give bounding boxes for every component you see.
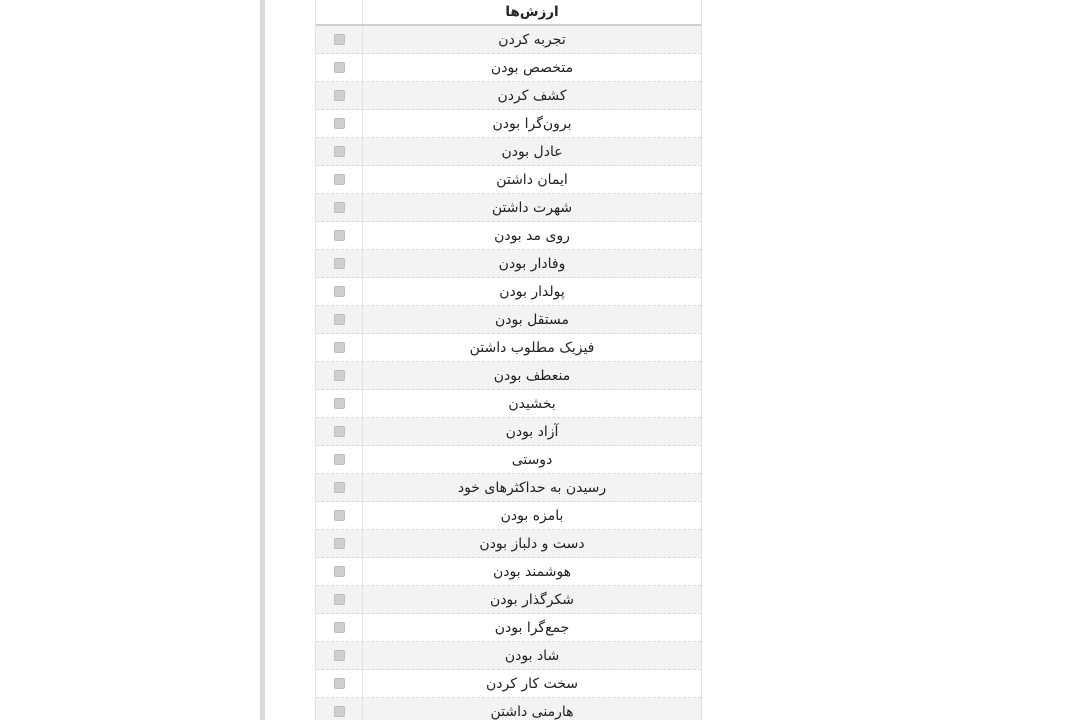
row-label: عادل بودن <box>501 143 563 160</box>
row-checkbox-cell <box>316 670 363 697</box>
row-checkbox-cell <box>316 502 363 529</box>
page-left-border <box>260 0 265 720</box>
table-row[interactable] <box>316 250 701 278</box>
header-checkbox-column <box>316 0 363 24</box>
table-row[interactable] <box>316 446 701 474</box>
row-checkbox[interactable] <box>334 62 345 73</box>
row-label: هارمنی داشتن <box>490 703 574 720</box>
table-row[interactable] <box>316 334 701 362</box>
row-checkbox-cell <box>316 390 363 417</box>
column-header-values: ارزش‌ها <box>505 4 559 20</box>
row-checkbox-cell <box>316 530 363 557</box>
row-label: وفادار بودن <box>498 255 566 272</box>
row-checkbox[interactable] <box>334 538 345 549</box>
table-row[interactable] <box>316 586 701 614</box>
row-checkbox[interactable] <box>334 230 345 241</box>
table-row[interactable] <box>316 138 701 166</box>
row-checkbox-cell <box>316 642 363 669</box>
row-checkbox[interactable] <box>334 118 345 129</box>
row-checkbox-cell <box>316 166 363 193</box>
table-row[interactable] <box>316 670 701 698</box>
row-label: دوستی <box>511 451 553 468</box>
table-row[interactable] <box>316 698 701 720</box>
row-label: تجربه کردن <box>498 31 566 48</box>
table-row[interactable] <box>316 54 701 82</box>
row-label: بامزه بودن <box>500 507 564 524</box>
row-checkbox-cell <box>316 474 363 501</box>
table-row[interactable] <box>316 110 701 138</box>
table-body <box>316 26 701 720</box>
row-checkbox-cell <box>316 614 363 641</box>
table-row[interactable] <box>316 502 701 530</box>
row-checkbox[interactable] <box>334 90 345 101</box>
table-row[interactable] <box>316 194 701 222</box>
row-label: ایمان داشتن <box>496 171 568 188</box>
table-row[interactable] <box>316 362 701 390</box>
table-row[interactable] <box>316 642 701 670</box>
table-row[interactable] <box>316 418 701 446</box>
table-row[interactable] <box>316 82 701 110</box>
table-row[interactable] <box>316 306 701 334</box>
row-checkbox[interactable] <box>334 482 345 493</box>
row-checkbox[interactable] <box>334 342 345 353</box>
row-label: جمع‌گرا بودن <box>494 619 570 636</box>
row-checkbox-cell <box>316 110 363 137</box>
row-checkbox[interactable] <box>334 426 345 437</box>
row-label: مستقل بودن <box>495 311 569 328</box>
row-label: رسیدن به حداکثرهای خود <box>457 479 607 496</box>
row-checkbox-cell <box>316 222 363 249</box>
row-checkbox[interactable] <box>334 510 345 521</box>
row-label: متخصص بودن <box>490 59 574 76</box>
row-checkbox[interactable] <box>334 566 345 577</box>
row-checkbox-cell <box>316 586 363 613</box>
row-checkbox-cell <box>316 698 363 720</box>
row-checkbox-cell <box>316 194 363 221</box>
table-row[interactable] <box>316 530 701 558</box>
row-checkbox[interactable] <box>334 622 345 633</box>
row-label: سخت کار کردن <box>486 675 579 692</box>
row-label: شکرگذار بودن <box>490 591 574 608</box>
row-checkbox[interactable] <box>334 678 345 689</box>
row-label: روی مد بودن <box>494 227 570 244</box>
table-row[interactable] <box>316 26 701 54</box>
table-header-row <box>316 0 701 26</box>
table-row[interactable] <box>316 222 701 250</box>
row-label: آزاد بودن <box>505 423 559 440</box>
table-row[interactable] <box>316 614 701 642</box>
row-label: شاد بودن <box>504 647 560 664</box>
row-checkbox-cell <box>316 26 363 53</box>
row-checkbox[interactable] <box>334 174 345 185</box>
row-checkbox-cell <box>316 418 363 445</box>
row-label: هوشمند بودن <box>492 563 572 580</box>
table-row[interactable] <box>316 278 701 306</box>
row-checkbox-cell <box>316 250 363 277</box>
row-label: فیزیک مطلوب داشتن <box>469 339 595 356</box>
row-checkbox[interactable] <box>334 146 345 157</box>
row-label: شهرت داشتن <box>491 199 573 216</box>
row-checkbox[interactable] <box>334 454 345 465</box>
row-checkbox[interactable] <box>334 314 345 325</box>
row-checkbox-cell <box>316 334 363 361</box>
row-label: پولدار بودن <box>499 283 565 300</box>
row-checkbox[interactable] <box>334 202 345 213</box>
table-row[interactable] <box>316 166 701 194</box>
row-checkbox[interactable] <box>334 594 345 605</box>
row-checkbox-cell <box>316 306 363 333</box>
row-checkbox[interactable] <box>334 286 345 297</box>
row-checkbox-cell <box>316 446 363 473</box>
row-checkbox[interactable] <box>334 34 345 45</box>
row-checkbox-cell <box>316 558 363 585</box>
values-table <box>315 0 702 720</box>
row-checkbox[interactable] <box>334 398 345 409</box>
row-checkbox-cell <box>316 82 363 109</box>
table-row[interactable] <box>316 474 701 502</box>
row-label: منعطف بودن <box>493 367 571 384</box>
row-label: کشف کردن <box>497 87 567 104</box>
row-checkbox-cell <box>316 138 363 165</box>
table-row[interactable] <box>316 558 701 586</box>
table-row[interactable] <box>316 390 701 418</box>
row-checkbox[interactable] <box>334 370 345 381</box>
row-label: بخشیدن <box>508 395 556 412</box>
row-checkbox[interactable] <box>334 650 345 661</box>
row-label: دست و دلباز بودن <box>479 535 585 552</box>
row-label: برون‌گرا بودن <box>492 115 572 132</box>
row-checkbox-cell <box>316 54 363 81</box>
row-checkbox[interactable] <box>334 258 345 269</box>
row-checkbox-cell <box>316 278 363 305</box>
row-checkbox-cell <box>316 362 363 389</box>
row-checkbox[interactable] <box>334 706 345 717</box>
